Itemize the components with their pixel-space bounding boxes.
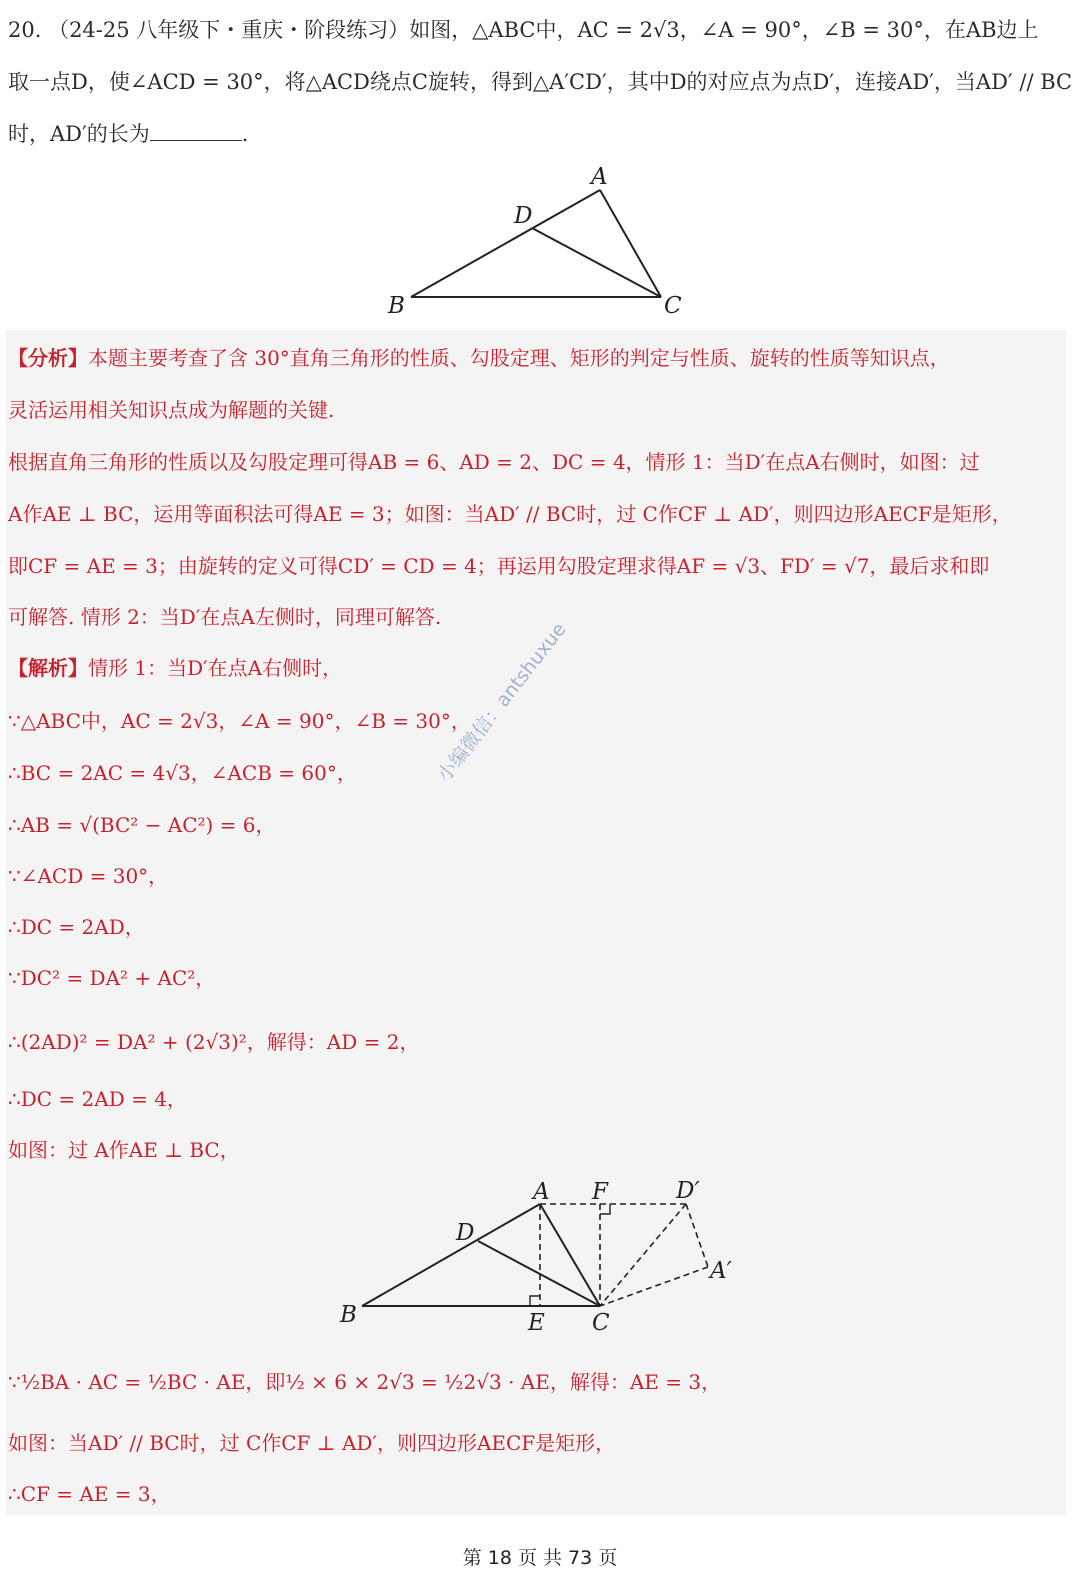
analysis-line-6: 可解答. 情形 2：当D′在点A左侧时，同理可解答. xyxy=(8,605,442,629)
question-line-2: 取一点D，使∠ACD = 30°，将△ACD绕点C旋转，得到△A′CD′，其中D的对应点为点D′，连接AD′，当AD′ // BC xyxy=(8,70,1073,94)
page-footer: 第 18 页 共 73 页 xyxy=(462,1547,618,1569)
solution-step-2: ∴BC = 2AC = 4√3，∠ACB = 60°， xyxy=(8,761,357,785)
solution-step-7: ∴(2AD)² = DA² + (2√3)²，解得：AD = 2， xyxy=(8,1030,420,1054)
label-b: B xyxy=(340,1302,357,1328)
analysis-line-3: 根据直角三角形的性质以及勾股定理可得AB = 6、AD = 2、DC = 4，情形 1：当D′在点A右侧时，如图：过 xyxy=(8,450,980,474)
label-d: D xyxy=(456,1220,475,1246)
solution-after-2: 如图：当AD′ // BC时，过 C作CF ⊥ AD′，则四边形AECF是矩形， xyxy=(8,1431,616,1455)
analysis-line-4: A作AE ⊥ BC，运用等面积法可得AE = 3；如图：当AD′ // BC时，过 C作CF ⊥ AD′，则四边形AECF是矩形， xyxy=(8,502,1012,526)
label-a: A xyxy=(591,164,608,190)
label-c: C xyxy=(664,293,682,319)
answer-blank xyxy=(150,120,242,141)
label-c: C xyxy=(592,1310,610,1336)
right-angle-e xyxy=(530,1296,540,1306)
question-line-3-prefix: 时，AD′的长为 xyxy=(8,122,150,146)
segment-cd2 xyxy=(600,1204,686,1306)
label-b: B xyxy=(388,293,405,319)
right-angle-f xyxy=(600,1204,610,1214)
question-line-1: 20. （24-25 八年级下・重庆・阶段练习）如图，△ABC中，AC = 2√3，∠A = 90°，∠B = 30°，在AB边上 xyxy=(8,18,1039,42)
solution-step-9: 如图：过 A作AE ⊥ BC， xyxy=(8,1138,240,1162)
label-a: A xyxy=(533,1179,550,1205)
solution-after-1: ∵½BA · AC = ½BC · AE，即½ × 6 × 2√3 = ½2√3 · AE，解得：AE = 3， xyxy=(8,1370,722,1394)
solution-step-6: ∵DC² = DA² + AC²， xyxy=(8,966,216,990)
question-line-3-suffix: . xyxy=(241,122,249,146)
solution-step-1: ∵△ABC中，AC = 2√3，∠A = 90°，∠B = 30°， xyxy=(8,709,471,733)
solution-tag: 【解析】 xyxy=(8,656,88,680)
solution-step-8: ∴DC = 2AD = 4， xyxy=(8,1087,187,1111)
solution-first-text: 情形 1：当D′在点A右侧时， xyxy=(88,656,343,680)
analysis-tag: 【分析】 xyxy=(8,346,88,370)
label-d: D xyxy=(514,203,533,229)
segment-ba xyxy=(362,1204,540,1306)
label-a-prime: A′ xyxy=(710,1258,732,1284)
segment-a2c xyxy=(600,1267,708,1306)
solution-line-first xyxy=(8,652,342,681)
label-d-prime: D′ xyxy=(676,1178,700,1204)
segment-d2a2 xyxy=(686,1204,708,1267)
solution-step-5: ∴DC = 2AD， xyxy=(8,915,145,939)
analysis-line-5: 即CF = AE = 3；由旋转的定义可得CD′ = CD = 4；再运用勾股定理求得AF = √3、FD′ = √7，最后求和即 xyxy=(8,554,990,578)
solution-step-4: ∵∠ACD = 30°， xyxy=(8,864,169,888)
analysis-line-1 xyxy=(8,342,950,371)
watermark: 小编微信：antshuxue xyxy=(433,618,571,787)
analysis-line-2: 灵活运用相关知识点成为解题的关键. xyxy=(8,398,335,422)
figure-triangle-abc xyxy=(380,160,700,325)
solution-after-3: ∴CF = AE = 3， xyxy=(8,1482,171,1506)
figure-rotation xyxy=(330,1172,750,1342)
solution-step-3: ∴AB = √(BC² − AC²) = 6， xyxy=(8,813,276,837)
label-f: F xyxy=(592,1179,608,1205)
analysis-text-1: 本题主要考查了含 30°直角三角形的性质、勾股定理、矩形的判定与性质、旋转的性质等知识点， xyxy=(88,346,950,370)
segment-ba xyxy=(411,190,600,297)
question-line-3 xyxy=(8,118,248,148)
label-e: E xyxy=(528,1310,545,1336)
